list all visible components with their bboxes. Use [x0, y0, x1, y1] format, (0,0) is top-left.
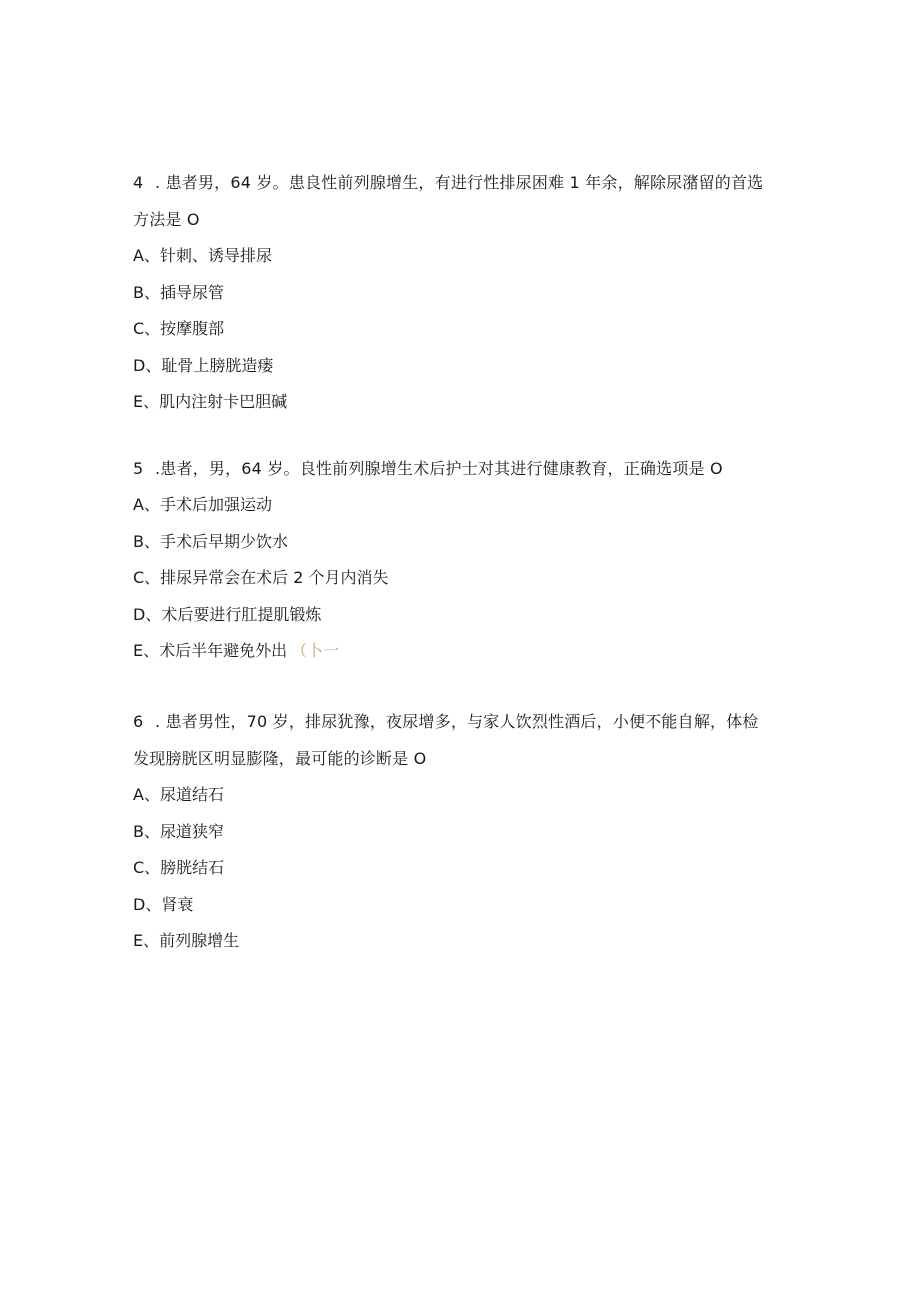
question-number: 6 [133, 712, 144, 731]
question-number: 5 [133, 459, 144, 478]
question-stem-line-1: . 患者男，64 岁。患良性前列腺增生，有进行性排尿困难 1 年余，解除尿潴留的首选 [155, 173, 764, 192]
question-stem-line-2: 发现膀胱区明显膨隆，最可能的诊断是 O [133, 749, 427, 768]
option-e: E、肌内注射卡巴胆碱 [133, 392, 288, 412]
question-stem-line-1: . 患者男性，70 岁，排尿犹豫，夜尿增多，与家人饮烈性酒后，小便不能自解，体检 [155, 712, 759, 731]
option-d: D、耻骨上膀胱造瘘 [133, 355, 274, 375]
option-c: C、按摩腹部 [133, 319, 225, 339]
question-number: 4 [133, 173, 144, 192]
option-a: A、手术后加强运动 [133, 495, 272, 514]
question-stem [133, 164, 793, 201]
question-stem [133, 703, 793, 740]
stray-mark: （卜一 [291, 641, 340, 661]
question-5 [133, 450, 793, 670]
question-stem-line-1: .患者，男，64 岁。良性前列腺增生术后护士对其进行健康教育，正确选项是 O [155, 459, 723, 478]
option-c: C、排尿异常会在术后 2 个月内消失 [133, 568, 389, 588]
question-6 [133, 703, 793, 960]
option-b: B、插导尿管 [133, 282, 224, 302]
option-d: D、术后要进行肛提肌锻炼 [133, 604, 322, 624]
option-c: C、膀胱结石 [133, 858, 225, 878]
option-e-text: E、术后半年避免外出 [133, 641, 288, 661]
option-b: B、尿道狭窄 [133, 821, 224, 841]
option-a: A、针刺、诱导排尿 [133, 246, 272, 265]
option-a: A、尿道结石 [133, 785, 224, 804]
question-stem [133, 450, 793, 487]
option-e: E、前列腺增生 [133, 931, 240, 951]
option-e [133, 633, 793, 670]
question-stem-line-2: 方法是 O [133, 210, 200, 229]
question-4 [133, 164, 793, 421]
option-d: D、肾衰 [133, 894, 194, 914]
option-b: B、手术后早期少饮水 [133, 531, 288, 551]
